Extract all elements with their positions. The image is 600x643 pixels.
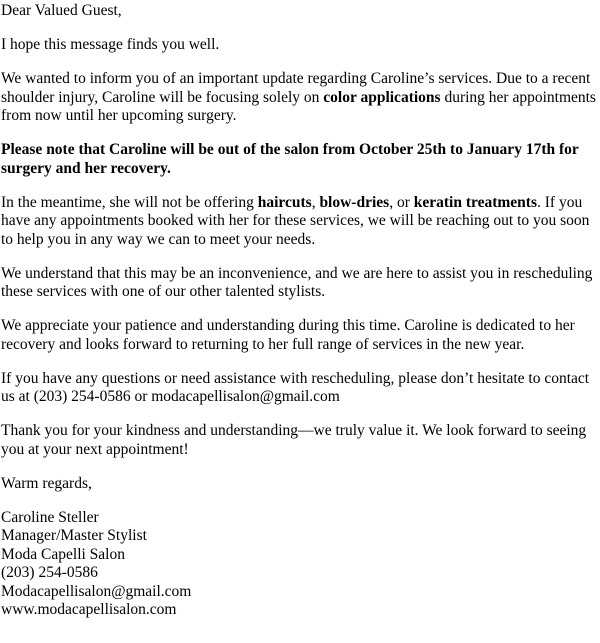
service-update-text-2: during her appointments from now until her upcoming surgery. — [1, 88, 596, 124]
appreciation-paragraph: We appreciate your patience and understanding during this time. Caroline is dedicated to her recovery and looks forward to returning to her full range of services in the new year. — [1, 317, 575, 353]
greeting: Dear Valued Guest, — [1, 2, 122, 19]
closing: Warm regards, — [1, 474, 92, 492]
signature-salon: Moda Capelli Salon — [1, 545, 125, 563]
service-update-text-1: We wanted to inform you of an important update regarding Caroline’s services. Due to a recent shoulder injury, Caroline will be focusing solely on — [1, 70, 591, 106]
signature-title: Manager/Master Stylist — [1, 527, 147, 544]
service-update-paragraph — [1, 70, 599, 126]
email-body — [0, 2, 599, 620]
blow-dries-emphasis: blow-dries — [319, 193, 390, 211]
unavailable-services-text-2: , — [311, 193, 320, 211]
signature-website: www.modacapellisalon.com — [1, 601, 177, 618]
absence-notice-paragraph — [1, 141, 599, 178]
unavailable-services-paragraph — [1, 194, 599, 250]
unavailable-services-text-3: , or — [389, 193, 414, 211]
haircuts-emphasis: haircuts — [257, 193, 312, 211]
absence-notice-text: Please note that Caroline will be out of the salon from October 25th to January 17th for surgery and her recovery. — [1, 141, 579, 177]
signature-name: Caroline Steller — [1, 508, 99, 526]
color-applications-emphasis: color applications — [323, 88, 441, 106]
unavailable-services-text-1: In the meantime, she will not be offering — [1, 193, 258, 211]
signature-phone: (203) 254-0586 — [1, 564, 98, 581]
intro-paragraph: I hope this message finds you well. — [1, 36, 220, 53]
contact-paragraph: If you have any questions or need assistance with rescheduling, please don’t hesitate to contact us at (203) 254-0586 or modacapellisalon@gmail.com — [1, 369, 590, 405]
unavailable-services-text-4: . If you have any appointments booked with her for these services, we will be reaching out to you soon to help you in any way we can to meet your needs. — [1, 193, 590, 248]
signature-email: Modacapellisalon@gmail.com — [1, 582, 192, 600]
thank-you-paragraph: Thank you for your kindness and understanding—we truly value it. We look forward to seeing you at your next appointment! — [1, 422, 587, 458]
signature-block — [1, 509, 599, 620]
keratin-treatments-emphasis: keratin treatments — [413, 193, 537, 211]
inconvenience-paragraph: We understand that this may be an inconvenience, and we are here to assist you in rescheduling these services with one of our other talented stylists. — [1, 264, 593, 300]
